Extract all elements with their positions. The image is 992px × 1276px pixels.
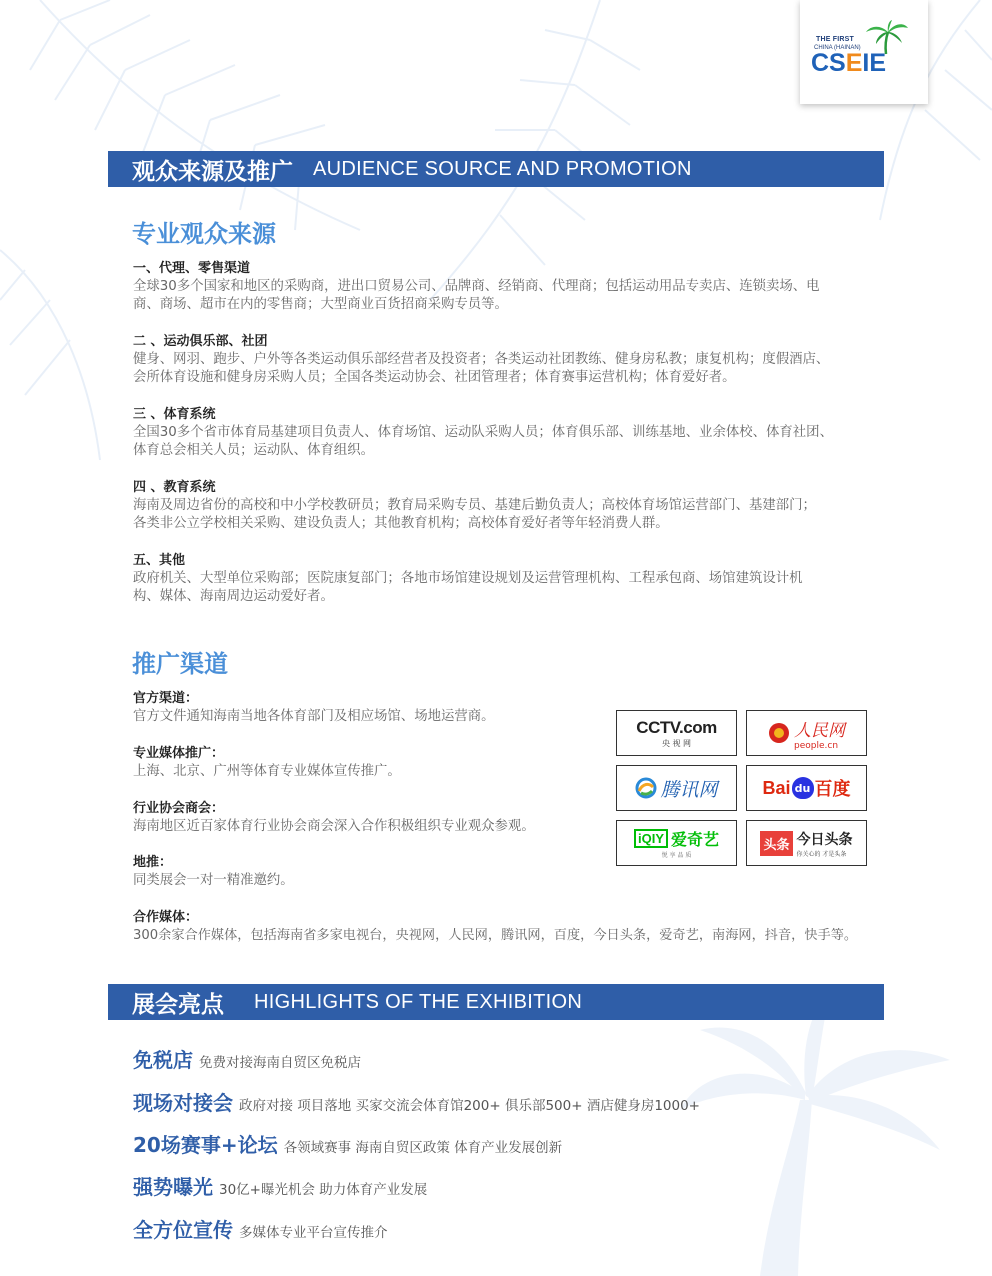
audience-item — [133, 479, 873, 533]
audience-item-line: 海南及周边省份的高校和中小学校教研员；教育局采购专员、基建后勤负责人；高校体育场馆运营部门、基建部门； — [133, 498, 816, 513]
audience-item-line: 政府机关、大型单位采购部；医院康复部门；各地市场馆建设规划及运营管理机构、工程承包商、场馆建筑设计机 — [133, 571, 803, 586]
iqiyi-logo-badge: iQIY — [634, 829, 668, 848]
people-logo — [746, 710, 867, 756]
promotion-item-text: 官方文件通知海南当地各体育部门及相应场馆、场地运营商。 — [133, 709, 495, 724]
cctv-logo-text: CCTV.com — [636, 717, 717, 737]
people-logo-text: 人民网 — [794, 720, 845, 741]
promotion-section-title: 推广渠道 — [132, 650, 228, 678]
banner-title-en: AUDIENCE SOURCE AND PROMOTION — [313, 157, 692, 180]
logo-line2: CHINA (HAINAN) — [814, 45, 861, 51]
audience-item-line: 健身、网羽、跑步、户外等各类运动俱乐部经营者及投资者；各类运动社团教练、健身房私教；康复机构；度假酒店、 — [133, 352, 830, 367]
section-banner-highlights — [108, 984, 884, 1020]
promotion-item-text: 海南地区近百家体育行业协会商会深入合作积极组织专业观众参观。 — [133, 819, 535, 834]
toutiao-logo — [746, 820, 867, 866]
cctv-logo — [616, 710, 737, 756]
highlight-desc: 多媒体专业平台宣传推介 — [239, 1225, 388, 1241]
audience-item-line: 构、媒体、海南周边运动爱好者。 — [133, 589, 334, 604]
audience-item-line: 商、商场、超市在内的零售商；大型商业百货招商采购专员等。 — [133, 297, 508, 312]
highlight-desc: 30亿+曝光机会 助力体育产业发展 — [219, 1182, 428, 1198]
cctv-logo-sub: 央 视 网 — [661, 738, 692, 748]
audience-item-line: 全国30多个省市体育局基建项目负责人、体育场馆、运动队采购人员；体育俱乐部、训练基地、业余体校、体育社团、 — [133, 425, 833, 440]
highlight-key: 20场赛事+论坛 — [133, 1133, 278, 1157]
banner-title-cn: 展会亮点 — [132, 991, 224, 1018]
promotion-item-text: 上海、北京、广州等体育专业媒体宣传推广。 — [133, 764, 401, 779]
audience-section-title: 专业观众来源 — [132, 220, 276, 248]
logo-cs: CS — [811, 49, 846, 77]
tencent-logo — [616, 765, 737, 811]
promotion-item — [133, 909, 893, 945]
baidu-logo-cn: 百度 — [814, 779, 851, 800]
audience-item — [133, 552, 873, 606]
baidu-logo-bai: Bai — [762, 777, 791, 798]
promotion-item-heading: 地推： — [133, 855, 173, 870]
audience-item — [133, 333, 873, 387]
section-banner-audience — [108, 151, 884, 187]
audience-item-heading: 五、其他 — [133, 553, 186, 568]
banner-title-cn: 观众来源及推广 — [132, 158, 293, 185]
logo-e1: E — [845, 49, 863, 77]
promotion-item-heading: 专业媒体推广： — [133, 746, 225, 761]
banner-title-en: HIGHLIGHTS OF THE EXHIBITION — [254, 990, 583, 1013]
audience-item-heading: 三 、体育系统 — [133, 407, 216, 422]
logo-e2: E — [869, 49, 887, 77]
audience-item — [133, 406, 873, 460]
promotion-item — [133, 690, 603, 726]
logo-line1: THE FIRST — [816, 36, 854, 43]
audience-item-line: 体育总会相关人员；运动队、体育组织。 — [133, 443, 375, 458]
promotion-item — [133, 854, 603, 890]
highlight-desc: 政府对接 项目落地 买家交流会体育馆200+ 俱乐部500+ 酒店健身房1000+ — [239, 1098, 700, 1114]
tencent-swirl-icon — [635, 777, 657, 799]
people-emblem-icon — [768, 722, 790, 744]
promotion-item-heading: 官方渠道： — [133, 691, 199, 706]
baidu-paw-icon: du — [792, 777, 814, 799]
baidu-logo — [746, 765, 867, 811]
highlight-key: 强势曝光 — [133, 1175, 213, 1199]
iqiyi-logo — [616, 820, 737, 866]
highlight-desc: 各领域赛事 海南自贸区政策 体育产业发展创新 — [283, 1140, 563, 1156]
audience-item-heading: 二 、运动俱乐部、社团 — [133, 334, 268, 349]
toutiao-logo-text: 今日头条 — [796, 831, 853, 848]
highlight-item — [133, 1171, 427, 1200]
promotion-item-text: 300余家合作媒体，包括海南省多家电视台，央视网，人民网，腾讯网，百度，今日头条，爱奇艺，南海网，抖音，快手等。 — [133, 928, 858, 943]
tencent-logo-text: 腾讯网 — [660, 778, 718, 801]
promotion-item — [133, 800, 603, 836]
promotion-item — [133, 745, 603, 781]
highlight-item — [133, 1087, 700, 1116]
highlight-item — [133, 1214, 388, 1243]
logo-wordmark — [811, 49, 886, 78]
highlight-key: 现场对接会 — [133, 1091, 233, 1115]
cseie-logo — [800, 0, 928, 104]
audience-item-heading: 四 、教育系统 — [133, 480, 216, 495]
people-logo-sub: people.cn — [794, 740, 839, 751]
highlight-desc: 免费对接海南自贸区免税店 — [199, 1055, 361, 1071]
audience-item-line: 会所体育设施和健身房采购人员；全国各类运动协会、社团管理者；体育赛事运营机构；体育爱好者。 — [133, 370, 736, 385]
iqiyi-logo-text: 爱奇艺 — [671, 830, 720, 849]
highlight-key: 全方位宣传 — [133, 1218, 233, 1242]
promotion-item-heading: 行业协会商会： — [133, 801, 225, 816]
promotion-item-heading: 合作媒体： — [133, 910, 199, 925]
audience-item-line: 各类非公立学校相关采购、建设负责人；其他教育机构；高校体育爱好者等年轻消费人群。 — [133, 516, 669, 531]
toutiao-badge: 头条 — [760, 831, 792, 856]
toutiao-logo-sub: 你关心的 才是头条 — [796, 850, 847, 858]
audience-item-heading: 一、代理、零售渠道 — [133, 261, 251, 276]
highlight-item — [133, 1129, 562, 1158]
promotion-item-text: 同类展会一对一精准邀约。 — [133, 873, 294, 888]
audience-item — [133, 260, 873, 314]
logo-i: I — [862, 49, 870, 77]
audience-item-line: 全球30多个国家和地区的采购商，进出口贸易公司、品牌商、经销商、代理商；包括运动用品专卖店、连锁卖场、电 — [133, 279, 820, 294]
highlight-item — [133, 1044, 361, 1073]
iqiyi-logo-sub: 悦 享 品 质 — [661, 852, 692, 859]
highlight-key: 免税店 — [133, 1048, 193, 1072]
